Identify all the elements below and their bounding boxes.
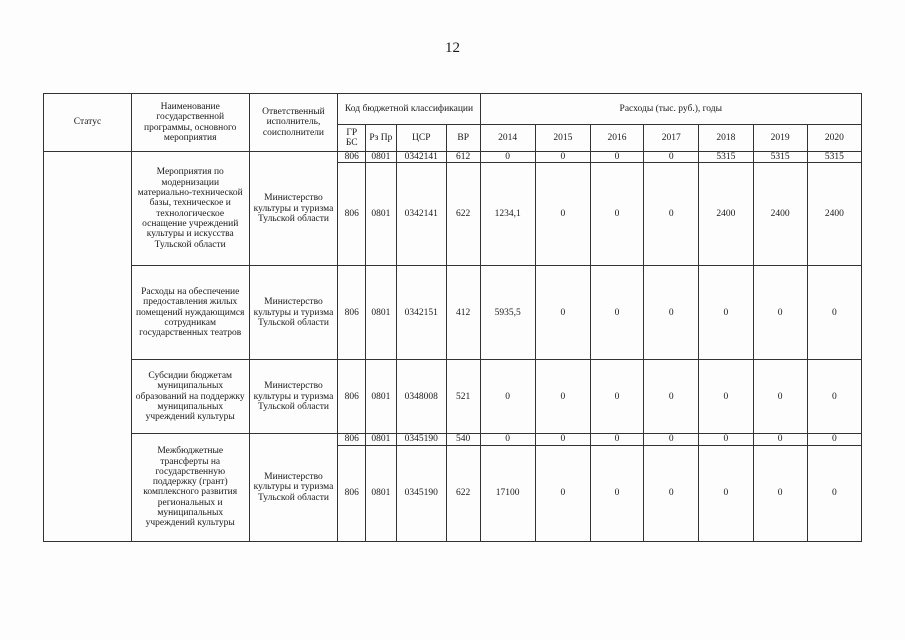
vr-cell: 412 <box>446 266 480 360</box>
status-cell <box>44 152 132 542</box>
vr-cell: 540 <box>446 434 480 445</box>
budget-table-body <box>44 94 862 542</box>
expense-value-cell: 0 <box>644 445 699 541</box>
header-name: Наименование государственной программы, основного мероприятия <box>131 94 249 152</box>
expense-value-cell: 0 <box>590 434 643 445</box>
vr-cell: 622 <box>446 163 480 266</box>
expense-value-cell: 0 <box>590 445 643 541</box>
expense-value-cell: 0 <box>480 152 535 163</box>
expense-value-cell: 0 <box>590 266 643 360</box>
expense-value-cell: 2400 <box>807 163 861 266</box>
header-year: 2017 <box>644 125 699 152</box>
measure-name-cell: Расходы на обеспечение предоставления жилых помещений нуждающимся сотрудникам государственных театров <box>131 266 249 360</box>
table-row <box>44 266 862 360</box>
measure-name-cell: Межбюджетные трансферты на государственную поддержку (грант) комплексного развития региональных и муниципальных учреждений культуры <box>131 434 249 541</box>
rzpr-cell: 0801 <box>366 163 397 266</box>
header-year: 2016 <box>590 125 643 152</box>
rzpr-cell: 0801 <box>366 266 397 360</box>
executor-cell: Министерство культуры и туризма Тульской области <box>249 360 338 434</box>
expense-value-cell: 0 <box>535 360 590 434</box>
expense-value-cell: 0 <box>535 152 590 163</box>
expense-value-cell: 2400 <box>753 163 807 266</box>
expense-value-cell: 0 <box>753 360 807 434</box>
expense-value-cell: 0 <box>699 434 753 445</box>
measure-name-cell: Субсидии бюджетам муниципальных образований на поддержку муниципальных учреждений культуры <box>131 360 249 434</box>
expense-value-cell: 0 <box>644 163 699 266</box>
expense-value-cell: 0 <box>644 434 699 445</box>
expense-value-cell: 0 <box>807 360 861 434</box>
csr-cell: 0345190 <box>396 434 446 445</box>
rzpr-cell: 0801 <box>366 152 397 163</box>
expense-value-cell: 5315 <box>753 152 807 163</box>
executor-cell: Министерство культуры и туризма Тульской области <box>249 152 338 266</box>
measure-name-cell: Мероприятия по модернизации материально-технической базы, техническое и технологическое оснащение учреждений культуры и искусства Тульской области <box>131 152 249 266</box>
expense-value-cell: 5935,5 <box>480 266 535 360</box>
expense-value-cell: 5315 <box>699 152 753 163</box>
header-grbs: ГР БС <box>338 125 366 152</box>
table-row <box>44 152 862 163</box>
header-budget-code: Код бюджетной классификации <box>338 94 480 125</box>
page-number: 12 <box>445 40 460 56</box>
expense-value-cell: 0 <box>699 445 753 541</box>
expense-value-cell: 0 <box>535 445 590 541</box>
expense-value-cell: 2400 <box>699 163 753 266</box>
grbs-cell: 806 <box>338 266 366 360</box>
header-status: Статус <box>44 94 132 152</box>
header-year: 2015 <box>535 125 590 152</box>
expense-value-cell: 5315 <box>807 152 861 163</box>
rzpr-cell: 0801 <box>366 445 397 541</box>
vr-cell: 612 <box>446 152 480 163</box>
expense-value-cell: 0 <box>753 445 807 541</box>
header-year: 2018 <box>699 125 753 152</box>
expense-value-cell: 0 <box>699 266 753 360</box>
grbs-cell: 806 <box>338 152 366 163</box>
expense-value-cell: 0 <box>535 163 590 266</box>
table-row <box>44 434 862 445</box>
executor-cell: Министерство культуры и туризма Тульской области <box>249 266 338 360</box>
expense-value-cell: 0 <box>480 434 535 445</box>
csr-cell: 0342141 <box>396 152 446 163</box>
header-expenses: Расходы (тыс. руб.), годы <box>480 94 861 125</box>
csr-cell: 0342141 <box>396 163 446 266</box>
grbs-cell: 806 <box>338 445 366 541</box>
csr-cell: 0342151 <box>396 266 446 360</box>
csr-cell: 0348008 <box>396 360 446 434</box>
header-year: 2014 <box>480 125 535 152</box>
expense-value-cell: 0 <box>807 445 861 541</box>
expense-value-cell: 0 <box>590 360 643 434</box>
budget-table <box>43 93 862 542</box>
header-csr: ЦСР <box>396 125 446 152</box>
expense-value-cell: 0 <box>535 434 590 445</box>
header-year: 2020 <box>807 125 861 152</box>
expense-value-cell: 0 <box>535 266 590 360</box>
header-row-top <box>44 94 862 125</box>
expense-value-cell: 1234,1 <box>480 163 535 266</box>
rzpr-cell: 0801 <box>366 434 397 445</box>
expense-value-cell: 0 <box>480 360 535 434</box>
expense-value-cell: 0 <box>753 266 807 360</box>
expense-value-cell: 0 <box>590 163 643 266</box>
rzpr-cell: 0801 <box>366 360 397 434</box>
vr-cell: 622 <box>446 445 480 541</box>
header-rzpr: Рз Пр <box>366 125 397 152</box>
grbs-cell: 806 <box>338 360 366 434</box>
executor-cell: Министерство культуры и туризма Тульской области <box>249 434 338 541</box>
header-year: 2019 <box>753 125 807 152</box>
grbs-cell: 806 <box>338 163 366 266</box>
table-row <box>44 360 862 434</box>
expense-value-cell: 0 <box>699 360 753 434</box>
expense-value-cell: 17100 <box>480 445 535 541</box>
csr-cell: 0345190 <box>396 445 446 541</box>
expense-value-cell: 0 <box>644 266 699 360</box>
expense-value-cell: 0 <box>807 266 861 360</box>
expense-value-cell: 0 <box>807 434 861 445</box>
grbs-cell: 806 <box>338 434 366 445</box>
expense-value-cell: 0 <box>753 434 807 445</box>
expense-value-cell: 0 <box>644 360 699 434</box>
expense-value-cell: 0 <box>644 152 699 163</box>
header-vr: ВР <box>446 125 480 152</box>
header-executor: Ответственный исполнитель, соисполнители <box>249 94 338 152</box>
vr-cell: 521 <box>446 360 480 434</box>
expense-value-cell: 0 <box>590 152 643 163</box>
